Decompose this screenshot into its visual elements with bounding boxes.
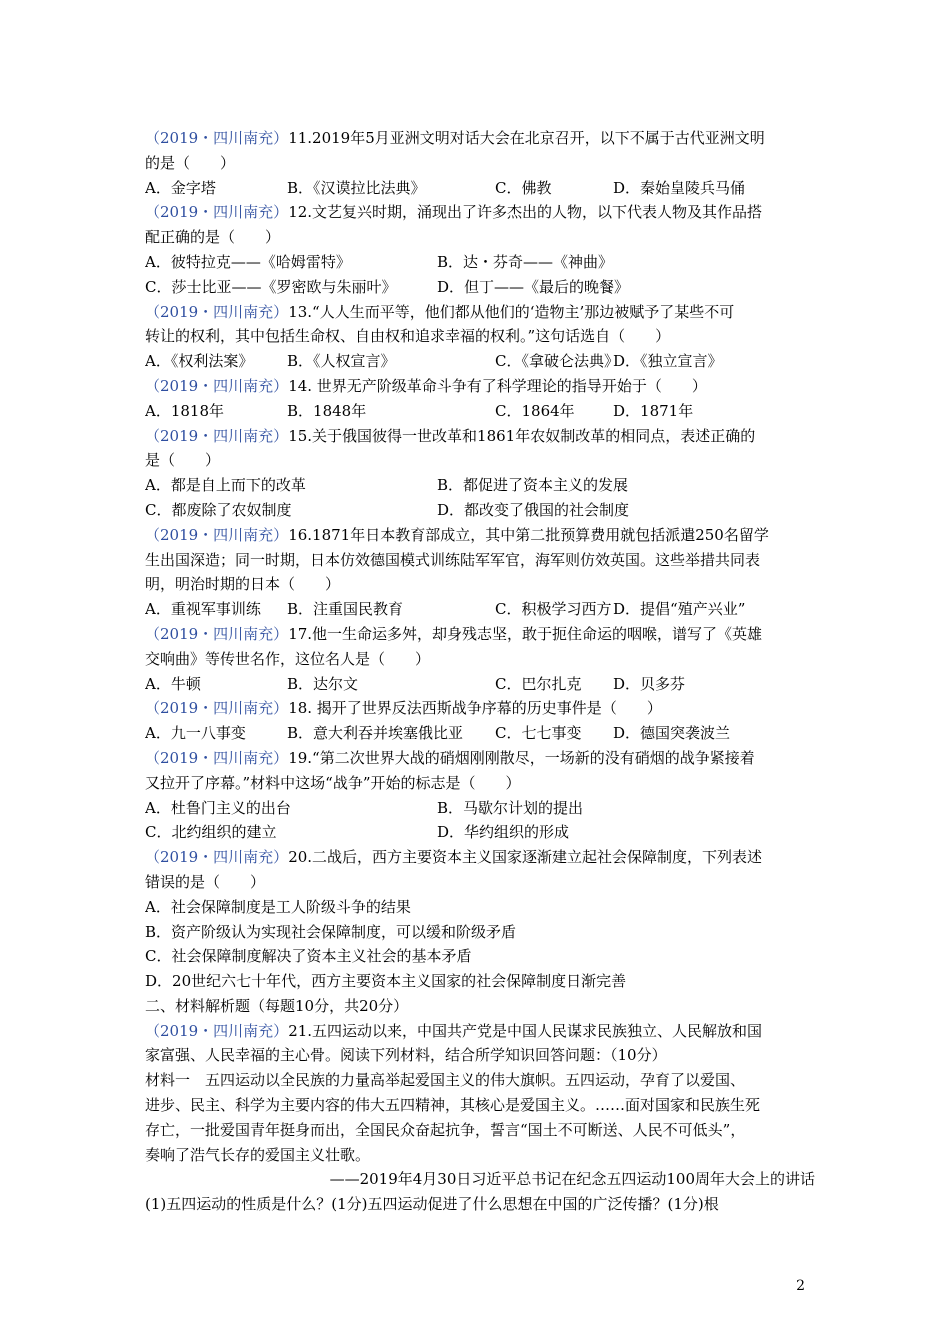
material-attribution: ——2019年4月30日习近平总书记在纪念五四运动100周年大会上的讲话 bbox=[329, 1170, 815, 1189]
question-stem-line bbox=[145, 845, 815, 870]
options-row bbox=[145, 399, 815, 424]
source-tag: （2019・四川南充） bbox=[145, 848, 289, 867]
section-heading: 二、材料解析题（每题10分，共20分） bbox=[145, 996, 409, 1015]
source-tag: （2019・四川南充） bbox=[145, 748, 289, 767]
option-text: C．巴尔扎克 bbox=[495, 674, 582, 693]
option-text: C．积极学习西方 bbox=[495, 600, 612, 619]
option-text: B．达・芬奇——《神曲》 bbox=[437, 252, 614, 271]
options-row bbox=[145, 473, 815, 498]
option-text: D．华约组织的形成 bbox=[437, 823, 570, 842]
exam-content bbox=[145, 126, 815, 1217]
source-tag: （2019・四川南充） bbox=[145, 699, 289, 718]
question-stem-line: 又拉开了序幕。”材料中这场“战争”开始的标志是（ ） bbox=[145, 773, 521, 792]
option-text: D．但丁——《最后的晚餐》 bbox=[437, 277, 630, 296]
option-text: C．都废除了农奴制度 bbox=[145, 500, 292, 519]
question-stem-text: 12.文艺复兴时期，涌现出了许多杰出的人物，以下代表人物及其作品搭 bbox=[288, 203, 763, 222]
question-stem-line bbox=[145, 746, 815, 771]
option-text: D．都改变了俄国的社会制度 bbox=[437, 500, 630, 519]
option-text: B．意大利吞并埃塞俄比亚 bbox=[287, 724, 464, 743]
option-text: A．金字塔 bbox=[145, 178, 216, 197]
question-stem-line bbox=[145, 696, 815, 721]
option-text: B．注重国民教育 bbox=[287, 600, 404, 619]
question-stem-line: 家富强、人民幸福的主心骨。阅读下列材料，结合所学知识回答问题：（10分） bbox=[145, 1046, 667, 1065]
option-text: D．《独立宣言》 bbox=[613, 352, 723, 371]
option-text: B．《人权宣言》 bbox=[287, 352, 396, 371]
option-text: A．九一八事变 bbox=[145, 724, 246, 743]
question-stem-text: 16.1871年日本教育部成立，其中第二批预算费用就包括派遣250名留学 bbox=[288, 525, 769, 544]
source-tag: （2019・四川南充） bbox=[145, 525, 289, 544]
options-row bbox=[145, 176, 815, 201]
options-row bbox=[145, 944, 815, 969]
page-number: 2 bbox=[796, 1278, 805, 1294]
question-stem-line bbox=[145, 300, 815, 325]
option-text: C．北约组织的建立 bbox=[145, 823, 277, 842]
option-text: A．1818年 bbox=[145, 401, 225, 420]
question-stem-line: 明，明治时期的日本（ ） bbox=[145, 575, 341, 594]
options-row bbox=[145, 721, 815, 746]
material-text-line: 奏响了浩气长存的爱国主义壮歌。 bbox=[145, 1145, 371, 1164]
question-stem-text: 18. 揭开了世界反法西斯战争序幕的历史事件是（ ） bbox=[288, 699, 662, 718]
question-stem-line bbox=[145, 1019, 815, 1044]
question-stem-line: 交响曲》等传世名作，这位名人是（ ） bbox=[145, 649, 431, 668]
option-text: A．都是自上而下的改革 bbox=[145, 476, 306, 495]
option-text: D．提倡“殖产兴业” bbox=[613, 600, 746, 619]
option-text: B．1848年 bbox=[287, 401, 367, 420]
question-stem-line bbox=[145, 200, 815, 225]
question-stem-text: 14. 世界无产阶级革命斗争有了科学理论的指导开始于（ ） bbox=[288, 376, 707, 395]
question-stem-line bbox=[145, 523, 815, 548]
question-stem-text: 19.“第二次世界大战的硝烟刚刚散尽，一场新的没有硝烟的战争紧接着 bbox=[288, 748, 755, 767]
question-stem-line bbox=[145, 424, 815, 449]
source-tag: （2019・四川南充） bbox=[145, 624, 289, 643]
question-stem-text: 17.他一生命运多舛，却身残志坚，敢于扼住命运的咽喉，谱写了《英雄 bbox=[288, 624, 763, 643]
source-tag: （2019・四川南充） bbox=[145, 1021, 289, 1040]
question-stem-line bbox=[145, 374, 815, 399]
option-text: C．1864年 bbox=[495, 401, 575, 420]
question-stem-line bbox=[145, 126, 815, 151]
question-stem-text: 13.“人人生而平等，他们都从他们的‘造物主’那边被赋予了某些不可 bbox=[288, 302, 735, 321]
source-tag: （2019・四川南充） bbox=[145, 203, 289, 222]
option-text: C．七七事变 bbox=[495, 724, 582, 743]
sub-question: (1)五四运动的性质是什么？(1分)五四运动促进了什么思想在中国的广泛传播？(1分)根 bbox=[145, 1195, 719, 1214]
material-text-line: 进步、民主、科学为主要内容的伟大五四精神，其核心是爱国主义。……面对国家和民族生死 bbox=[145, 1096, 761, 1115]
option-text: B．达尔文 bbox=[287, 674, 359, 693]
option-text: B．资产阶级认为实现社会保障制度，可以缓和阶级矛盾 bbox=[145, 922, 517, 941]
option-text: A．《权利法案》 bbox=[145, 352, 254, 371]
option-text: A．社会保障制度是工人阶级斗争的结果 bbox=[145, 897, 411, 916]
question-stem-line: 的是（ ） bbox=[145, 153, 236, 172]
options-row bbox=[145, 250, 815, 275]
options-row bbox=[145, 969, 815, 994]
source-tag: （2019・四川南充） bbox=[145, 426, 289, 445]
option-text: A．牛顿 bbox=[145, 674, 201, 693]
options-row bbox=[145, 349, 815, 374]
option-text: A．杜鲁门主义的出台 bbox=[145, 798, 291, 817]
question-stem-text: 21.五四运动以来，中国共产党是中国人民谋求民族独立、人民解放和国 bbox=[288, 1021, 763, 1040]
option-text: D．秦始皇陵兵马俑 bbox=[613, 178, 746, 197]
options-row bbox=[145, 498, 815, 523]
question-stem-line: 错误的是（ ） bbox=[145, 872, 266, 891]
option-text: B．马歇尔计划的提出 bbox=[437, 798, 584, 817]
material-text-line: 材料一 五四运动以全民族的力量高举起爱国主义的伟大旗帜。五四运动，孕育了以爱国、 bbox=[145, 1071, 746, 1090]
options-row bbox=[145, 672, 815, 697]
question-stem-line: 生出国深造；同一时期，日本仿效德国模式训练陆军军官，海军则仿效英国。这些举措共同表 bbox=[145, 550, 761, 569]
options-row bbox=[145, 920, 815, 945]
question-stem-text: 11.2019年5月亚洲文明对话大会在北京召开，以下不属于古代亚洲文明 bbox=[288, 129, 765, 147]
option-text: D．贝多芬 bbox=[613, 674, 686, 693]
source-tag: （2019・四川南充） bbox=[145, 376, 289, 395]
option-text: A．重视军事训练 bbox=[145, 600, 261, 619]
question-stem-line bbox=[145, 622, 815, 647]
source-tag: （2019・四川南充） bbox=[145, 302, 289, 321]
question-stem-text: 15.关于俄国彼得一世改革和1861年农奴制改革的相同点，表述正确的 bbox=[288, 426, 756, 445]
option-text: B．都促进了资本主义的发展 bbox=[437, 476, 629, 495]
options-row bbox=[145, 895, 815, 920]
option-text: C．佛教 bbox=[495, 178, 552, 197]
source-tag: （2019・四川南充） bbox=[145, 129, 289, 147]
option-text: D．20世纪六七十年代，西方主要资本主义国家的社会保障制度日渐完善 bbox=[145, 972, 627, 991]
question-stem-text: 20.二战后，西方主要资本主义国家逐渐建立起社会保障制度，下列表述 bbox=[288, 848, 763, 867]
question-stem-line: 配正确的是（ ） bbox=[145, 228, 281, 247]
option-text: D．1871年 bbox=[613, 401, 694, 420]
option-text: C．《拿破仑法典》 bbox=[495, 352, 619, 371]
option-text: A．彼特拉克——《哈姆雷特》 bbox=[145, 252, 351, 271]
option-text: C．社会保障制度解决了资本主义社会的基本矛盾 bbox=[145, 947, 472, 966]
options-row bbox=[145, 275, 815, 300]
question-stem-line: 转让的权利，其中包括生命权、自由权和追求幸福的权利。”这句话选自（ ） bbox=[145, 327, 671, 346]
question-stem-line: 是（ ） bbox=[145, 451, 221, 470]
option-text: D．德国突袭波兰 bbox=[613, 724, 731, 743]
option-text: B．《汉谟拉比法典》 bbox=[287, 178, 426, 197]
option-text: C．莎士比亚——《罗密欧与朱丽叶》 bbox=[145, 277, 397, 296]
options-row bbox=[145, 820, 815, 845]
options-row bbox=[145, 597, 815, 622]
material-text-line: 存亡，一批爱国青年挺身而出，全国民众奋起抗争，誓言“国土不可断送、人民不可低头”， bbox=[145, 1120, 746, 1139]
options-row bbox=[145, 796, 815, 821]
